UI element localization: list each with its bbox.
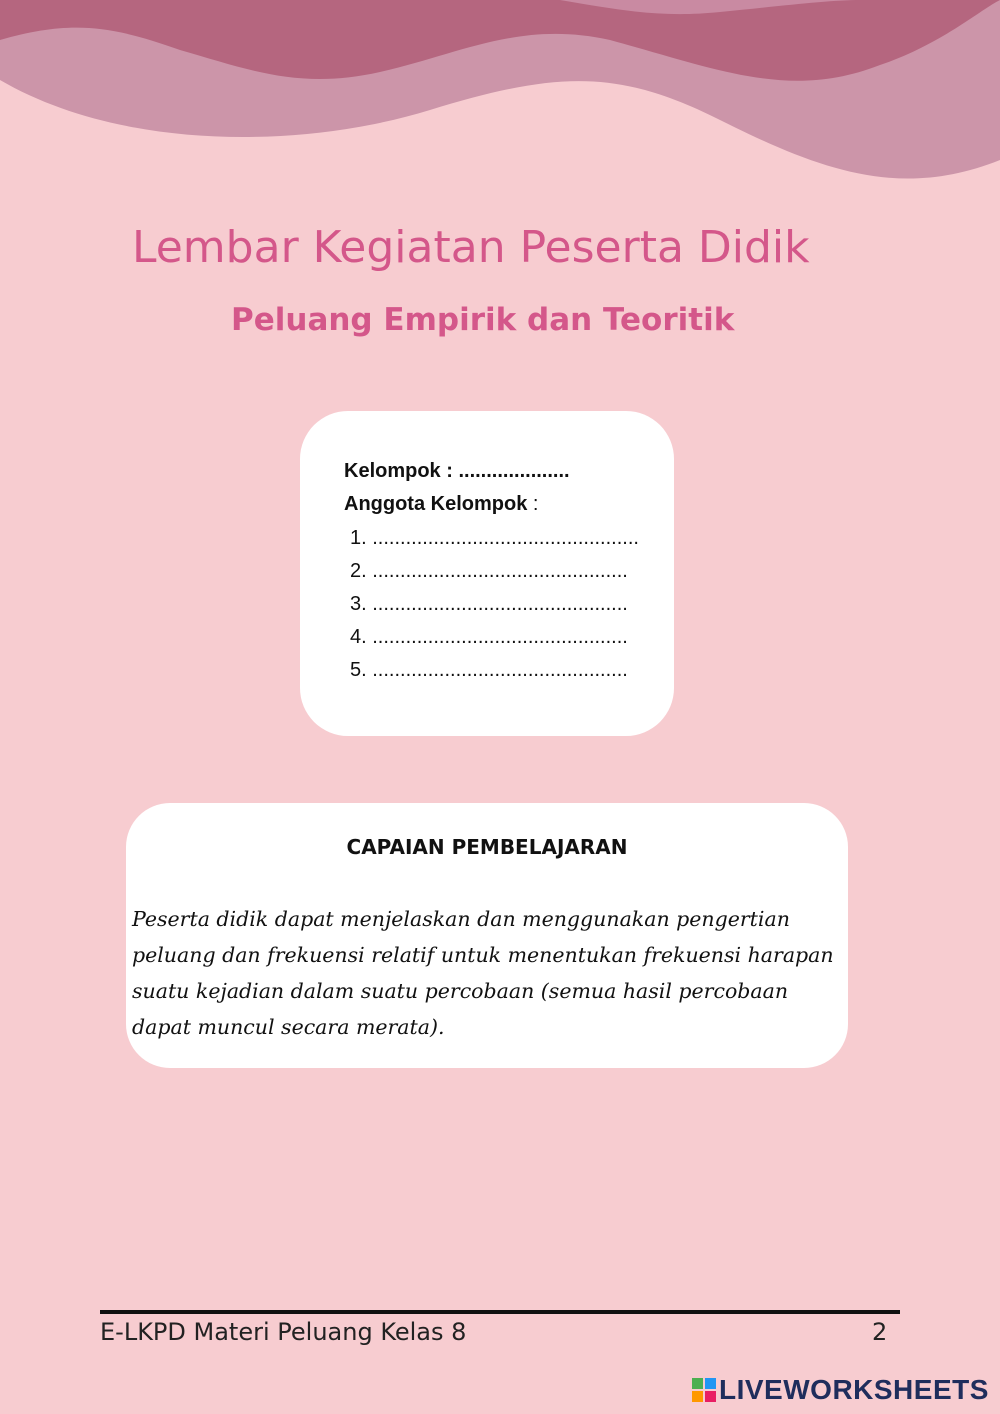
- liveworksheets-logo: [692, 1374, 989, 1406]
- page-title: Lembar Kegiatan Peserta Didik: [132, 222, 810, 273]
- member-line-3: 3. ..............................................: [350, 593, 628, 615]
- learning-outcome-text: Peserta didik dapat menjelaskan dan menggunakan pengertian peluang dan frekuensi relatif untuk menentukan frekuensi harapan suatu kejadian dalam suatu percobaan (semua hasil percobaan dapat muncul secara merata).: [132, 907, 834, 1039]
- member-line-5: 5. ..............................................: [350, 659, 628, 681]
- member-line-2: 2. ..............................................: [350, 560, 628, 582]
- liveworksheets-wordmark: LIVEWORKSHEETS: [719, 1374, 989, 1405]
- members-label: Anggota Kelompok: [344, 493, 528, 515]
- member-line-4: 4. ..............................................: [350, 626, 628, 648]
- header-wave-decoration: [0, 0, 1000, 200]
- liveworksheets-icon: [692, 1378, 716, 1402]
- page-subtitle: Peluang Empirik dan Teoritik: [231, 302, 735, 338]
- page-number: 2: [872, 1318, 888, 1346]
- members-colon: :: [527, 493, 539, 515]
- group-members-heading: [344, 493, 538, 516]
- footer-title: E-LKPD Materi Peluang Kelas 8: [100, 1318, 467, 1346]
- footer-divider: [100, 1310, 900, 1314]
- group-name-field: Kelompok : ....................: [344, 460, 570, 482]
- member-line-1: 1. ................................................: [350, 527, 639, 549]
- group-info-card: [300, 411, 674, 736]
- learning-outcome-heading: CAPAIAN PEMBELAJARAN: [346, 835, 628, 859]
- learning-outcome-card: [126, 803, 848, 1068]
